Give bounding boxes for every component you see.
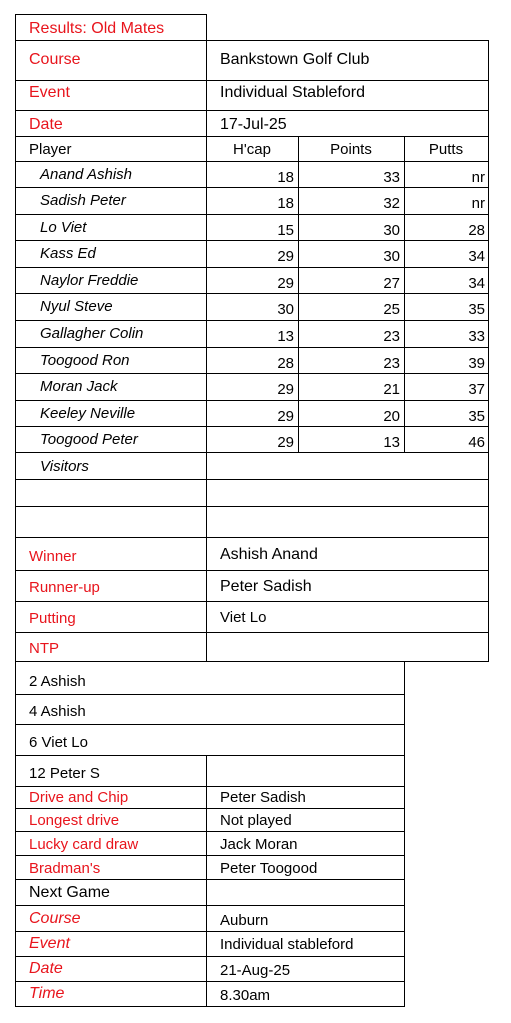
player-putts: nr: [471, 169, 485, 186]
winner-value: Ashish Anand: [220, 546, 318, 563]
player-points: 33: [383, 169, 400, 186]
player-points: 32: [383, 195, 400, 212]
player-points: 13: [383, 434, 400, 451]
drive-chip-label: Drive and Chip: [29, 789, 129, 806]
player-points: 25: [383, 301, 400, 318]
player-hcap: 18: [277, 169, 294, 186]
runnerup-label: Runner-up: [29, 579, 100, 596]
player-name: Toogood Peter: [40, 431, 138, 448]
player-hcap: 29: [277, 434, 294, 451]
next-time-value: 8.30am: [220, 987, 271, 1004]
ntp-item: 12 Peter S: [29, 765, 100, 782]
player-points: 20: [383, 408, 400, 425]
player-name: Lo Viet: [40, 219, 87, 236]
player-putts: 34: [468, 248, 485, 265]
longest-drive-label: Longest drive: [29, 812, 120, 829]
player-points: 30: [383, 222, 400, 239]
page-title: Results: Old Mates: [29, 20, 165, 37]
player-putts: 33: [468, 328, 485, 345]
player-hcap: 29: [277, 408, 294, 425]
winner-label: Winner: [29, 548, 77, 565]
player-putts: nr: [471, 195, 485, 212]
player-putts: 39: [468, 355, 485, 372]
player-name: Keeley Neville: [40, 405, 136, 422]
player-name: Gallagher Colin: [40, 325, 144, 342]
player-hcap: 18: [277, 195, 294, 212]
player-hcap: 29: [277, 248, 294, 265]
column-header-player: Player: [29, 141, 72, 158]
event-label: Event: [29, 84, 70, 101]
longest-drive-value: Not played: [220, 812, 292, 829]
player-putts: 46: [468, 434, 485, 451]
course-value: Bankstown Golf Club: [220, 51, 370, 68]
player-name: Moran Jack: [40, 378, 118, 395]
next-game-heading: Next Game: [29, 884, 110, 901]
player-name: Sadish Peter: [40, 192, 126, 209]
next-time-label: Time: [29, 985, 65, 1002]
player-points: 23: [383, 328, 400, 345]
visitors-label: Visitors: [40, 458, 89, 475]
player-hcap: 13: [277, 328, 294, 345]
player-putts: 28: [468, 222, 485, 239]
next-course-label: Course: [29, 910, 81, 927]
player-name: Kass Ed: [40, 245, 96, 262]
column-header-putts: Putts: [428, 141, 464, 158]
player-putts: 37: [468, 381, 485, 398]
lucky-draw-value: Jack Moran: [220, 836, 298, 853]
next-course-value: Auburn: [220, 912, 269, 929]
player-putts: 35: [468, 408, 485, 425]
putting-value: Viet Lo: [220, 609, 267, 626]
player-hcap: 30: [277, 301, 294, 318]
next-event-value: Individual stableford: [220, 936, 354, 953]
player-name: Toogood Ron: [40, 352, 130, 369]
next-event-label: Event: [29, 935, 70, 952]
player-points: 27: [383, 275, 400, 292]
player-name: Naylor Freddie: [40, 272, 139, 289]
player-points: 23: [383, 355, 400, 372]
column-header-hcap: H'cap: [233, 141, 271, 158]
runnerup-value: Peter Sadish: [220, 578, 312, 595]
player-hcap: 29: [277, 381, 294, 398]
player-name: Nyul Steve: [40, 298, 113, 315]
player-points: 21: [383, 381, 400, 398]
player-putts: 34: [468, 275, 485, 292]
ntp-label: NTP: [29, 640, 59, 657]
ntp-item: 2 Ashish: [29, 673, 86, 690]
drive-chip-value: Peter Sadish: [220, 789, 306, 806]
putting-label: Putting: [29, 610, 76, 627]
player-putts: 35: [468, 301, 485, 318]
player-hcap: 29: [277, 275, 294, 292]
lucky-draw-label: Lucky card draw: [29, 836, 139, 853]
player-name: Anand Ashish: [40, 166, 133, 183]
player-points: 30: [383, 248, 400, 265]
player-hcap: 28: [277, 355, 294, 372]
ntp-item: 6 Viet Lo: [29, 734, 88, 751]
player-hcap: 15: [277, 222, 294, 239]
event-value: Individual Stableford: [220, 84, 365, 101]
date-label: Date: [29, 116, 63, 133]
date-value: 17-Jul-25: [220, 116, 287, 133]
ntp-item: 4 Ashish: [29, 703, 86, 720]
column-header-points: Points: [330, 141, 372, 158]
bradmans-label: Bradman's: [29, 860, 101, 877]
next-date-value: 21-Aug-25: [220, 962, 291, 979]
next-date-label: Date: [29, 960, 63, 977]
course-label: Course: [29, 51, 81, 68]
bradmans-value: Peter Toogood: [220, 860, 318, 877]
